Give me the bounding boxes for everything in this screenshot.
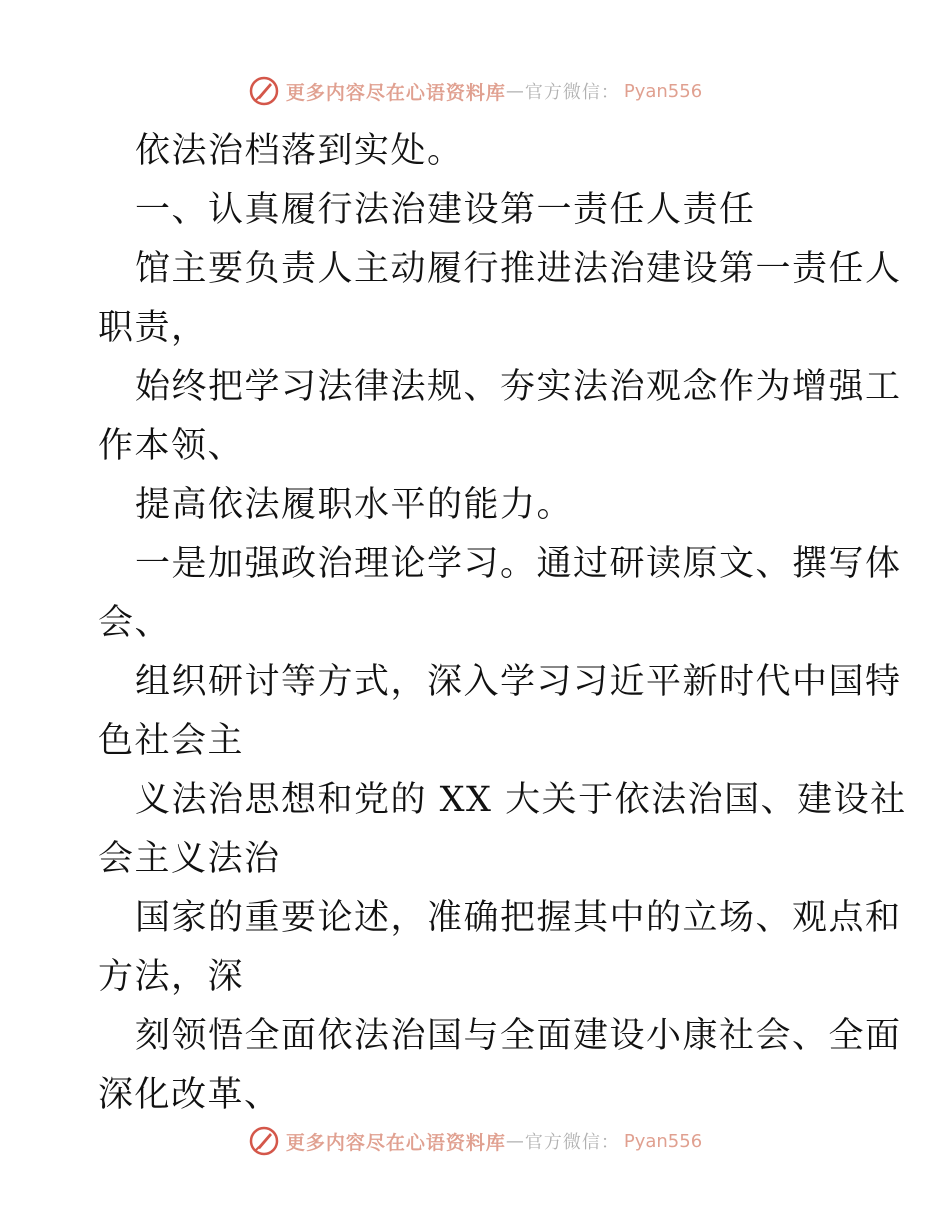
footer-contact-prefix: 官方微信： xyxy=(524,1132,620,1153)
header-contact-id: Pyan556 xyxy=(623,80,703,102)
body-line: 作本领、 xyxy=(98,426,245,466)
body-line: 国家的重要论述，准确把握其中的立场、观点和 xyxy=(135,898,902,938)
body-line: 方法，深 xyxy=(98,957,245,997)
body-line: 组织研讨等方式，深入学习习近平新时代中国特 xyxy=(135,662,902,702)
footer-watermark-banner xyxy=(0,1121,950,1161)
body-line: 色社会主 xyxy=(98,721,245,761)
body-line: 会、 xyxy=(98,603,172,643)
body-line: 深化改革、 xyxy=(98,1075,281,1115)
body-line: 一是加强政治理论学习。通过研读原文、撰写体 xyxy=(135,544,902,584)
body-line: 职责， xyxy=(98,308,208,348)
body-line: 提高依法履职水平的能力。 xyxy=(135,485,574,525)
feather-pen-logo-icon xyxy=(248,1125,280,1157)
section-heading: 一、认真履行法治建设第一责任人责任 xyxy=(135,190,756,230)
body-line: 义法治思想和党的 XX 大关于依法治国、建设社 xyxy=(135,780,907,820)
header-dash: — xyxy=(505,80,525,102)
body-line: 馆主要负责人主动履行推进法治建设第一责任人 xyxy=(135,249,902,289)
header-contact-prefix: 官方微信： xyxy=(524,82,620,103)
body-line: 始终把学习法律法规、夯实法治观念作为增强工 xyxy=(135,367,902,407)
feather-pen-logo-icon xyxy=(248,75,280,107)
document-body xyxy=(98,122,907,1125)
header-brand-text: 更多内容尽在心语资料库 xyxy=(285,81,506,104)
body-line: 会主义法治 xyxy=(98,839,281,879)
header-watermark-banner xyxy=(0,71,950,111)
body-line: 依法治档落到实处。 xyxy=(135,131,464,171)
body-line: 刻领悟全面依法治国与全面建设小康社会、全面 xyxy=(135,1016,902,1056)
footer-contact-id: Pyan556 xyxy=(623,1130,703,1152)
footer-dash: — xyxy=(505,1130,525,1152)
footer-brand-text: 更多内容尽在心语资料库 xyxy=(285,1131,506,1154)
